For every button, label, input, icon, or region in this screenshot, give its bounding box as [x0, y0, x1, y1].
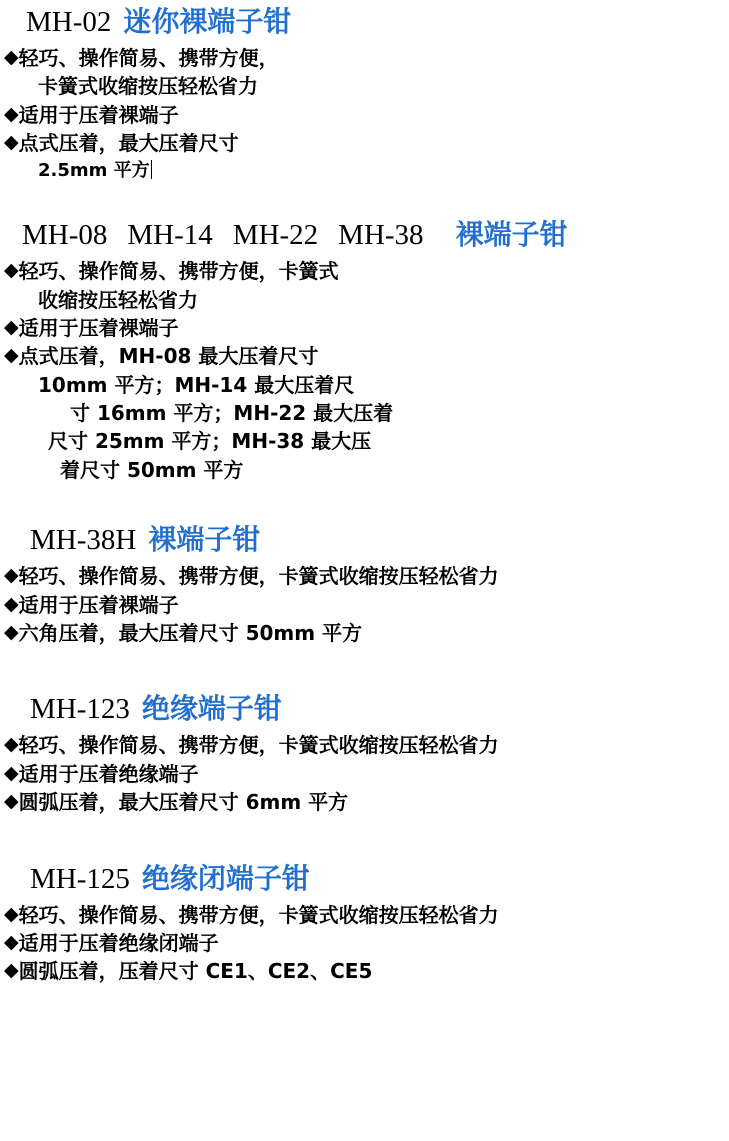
list-item-text: 适用于压着裸端子	[18, 592, 179, 617]
product-section-mh-02	[0, 0, 729, 183]
diamond-bullet-icon: ◆	[4, 733, 19, 756]
product-model: MH-125	[30, 862, 130, 895]
product-model: MH-22	[232, 219, 319, 252]
product-name: 绝缘端子钳	[141, 692, 282, 726]
list-item-text: 适用于压着裸端子	[18, 315, 179, 340]
list-item	[4, 342, 729, 370]
diamond-bullet-icon: ◆	[4, 131, 19, 154]
list-item-text: 点式压着，MH-08 最大压着尺寸	[18, 344, 319, 369]
spec-size-line: 10mm 平方；MH-14 最大压着尺	[38, 372, 355, 397]
product-model: MH-02	[26, 6, 112, 38]
diamond-bullet-icon: ◆	[4, 621, 19, 644]
list-item-text: 轻巧、操作简易、携带方便，卡簧式收缩按压轻松省力	[18, 902, 499, 927]
list-item-text: 轻巧、操作简易、携带方便，卡簧式收缩按压轻松省力	[18, 733, 499, 758]
list-item	[4, 314, 729, 342]
product-name: 迷你裸端子钳	[123, 5, 292, 38]
spec-size-line: 尺寸 25mm 平方；MH-38 最大压	[48, 429, 372, 454]
diamond-bullet-icon: ◆	[4, 259, 19, 282]
diamond-bullet-icon: ◆	[4, 315, 19, 338]
product-feature-list	[0, 257, 729, 484]
diamond-bullet-icon: ◆	[4, 790, 19, 813]
diamond-bullet-icon: ◆	[4, 344, 19, 367]
product-model: MH-38	[338, 219, 424, 252]
product-name: 裸端子钳	[455, 218, 568, 252]
section-spacer	[0, 647, 729, 687]
product-heading	[0, 518, 729, 558]
diamond-bullet-icon: ◆	[4, 564, 19, 587]
product-model: MH-38H	[30, 524, 137, 557]
product-model: MH-123	[30, 693, 130, 726]
list-item	[4, 731, 729, 759]
diamond-bullet-icon: ◆	[4, 102, 19, 125]
diamond-bullet-icon: ◆	[4, 46, 19, 68]
product-section-mh-125	[0, 857, 729, 986]
product-heading	[0, 687, 729, 727]
list-item	[4, 257, 729, 285]
list-item-text: 轻巧、操作简易、携带方便，卡簧式	[18, 259, 339, 284]
list-item-continuation	[4, 158, 729, 184]
product-name: 绝缘闭端子钳	[141, 861, 310, 895]
spec-size-line: 着尺寸 50mm 平方	[60, 457, 244, 482]
product-section-mh-123	[0, 687, 729, 816]
diamond-bullet-icon: ◆	[4, 902, 19, 925]
list-item-text: 轻巧、操作简易、携带方便，卡簧式收缩按压轻松省力	[18, 564, 499, 589]
diamond-bullet-icon: ◆	[4, 592, 19, 615]
list-item	[4, 788, 729, 816]
list-item	[4, 562, 729, 590]
list-item-text: 轻巧、操作简易、携带方便，	[18, 46, 279, 70]
list-item	[4, 44, 729, 72]
list-item-text: 圆弧压着，压着尺寸 CE1、CE2、CE5	[18, 959, 373, 984]
list-item-text: 圆弧压着，最大压着尺寸 6mm 平方	[18, 790, 349, 815]
product-heading	[0, 213, 729, 253]
spec-size-value: 2.5mm 平方	[38, 159, 150, 181]
diamond-bullet-icon: ◆	[4, 930, 19, 953]
section-spacer	[0, 817, 729, 857]
list-item-text: 点式压着，最大压着尺寸	[18, 131, 239, 156]
list-item	[4, 101, 729, 129]
product-model: MH-14	[127, 219, 213, 252]
product-feature-list	[0, 44, 729, 183]
list-item	[4, 957, 729, 985]
list-item	[4, 619, 729, 647]
product-model: MH-08	[22, 219, 108, 252]
section-spacer	[0, 183, 729, 213]
product-section-mh-38h	[0, 518, 729, 647]
list-item	[4, 591, 729, 619]
list-item	[4, 760, 729, 788]
product-feature-list	[0, 562, 729, 647]
list-item	[4, 901, 729, 929]
list-item-text: 六角压着，最大压着尺寸 50mm 平方	[18, 621, 363, 646]
product-heading	[0, 0, 729, 40]
product-feature-list	[0, 731, 729, 816]
product-feature-list	[0, 901, 729, 986]
list-item-text: 适用于压着绝缘端子	[18, 761, 199, 786]
product-heading	[0, 857, 729, 897]
list-item	[4, 929, 729, 957]
diamond-bullet-icon: ◆	[4, 959, 19, 982]
text-caret	[151, 160, 152, 179]
product-name: 裸端子钳	[148, 523, 261, 557]
diamond-bullet-icon: ◆	[4, 761, 19, 784]
list-item-text: 适用于压着绝缘闭端子	[18, 930, 219, 955]
list-item	[4, 129, 729, 157]
product-section-mh-08-14-22-38	[0, 213, 729, 484]
spec-size-line: 寸 16mm 平方；MH-22 最大压着	[70, 401, 394, 426]
list-item-continuation: 卡簧式收缩按压轻松省力	[38, 74, 258, 99]
list-item-text: 适用于压着裸端子	[18, 102, 179, 127]
list-item-continuation: 收缩按压轻松省力	[38, 287, 198, 312]
section-spacer	[0, 484, 729, 518]
